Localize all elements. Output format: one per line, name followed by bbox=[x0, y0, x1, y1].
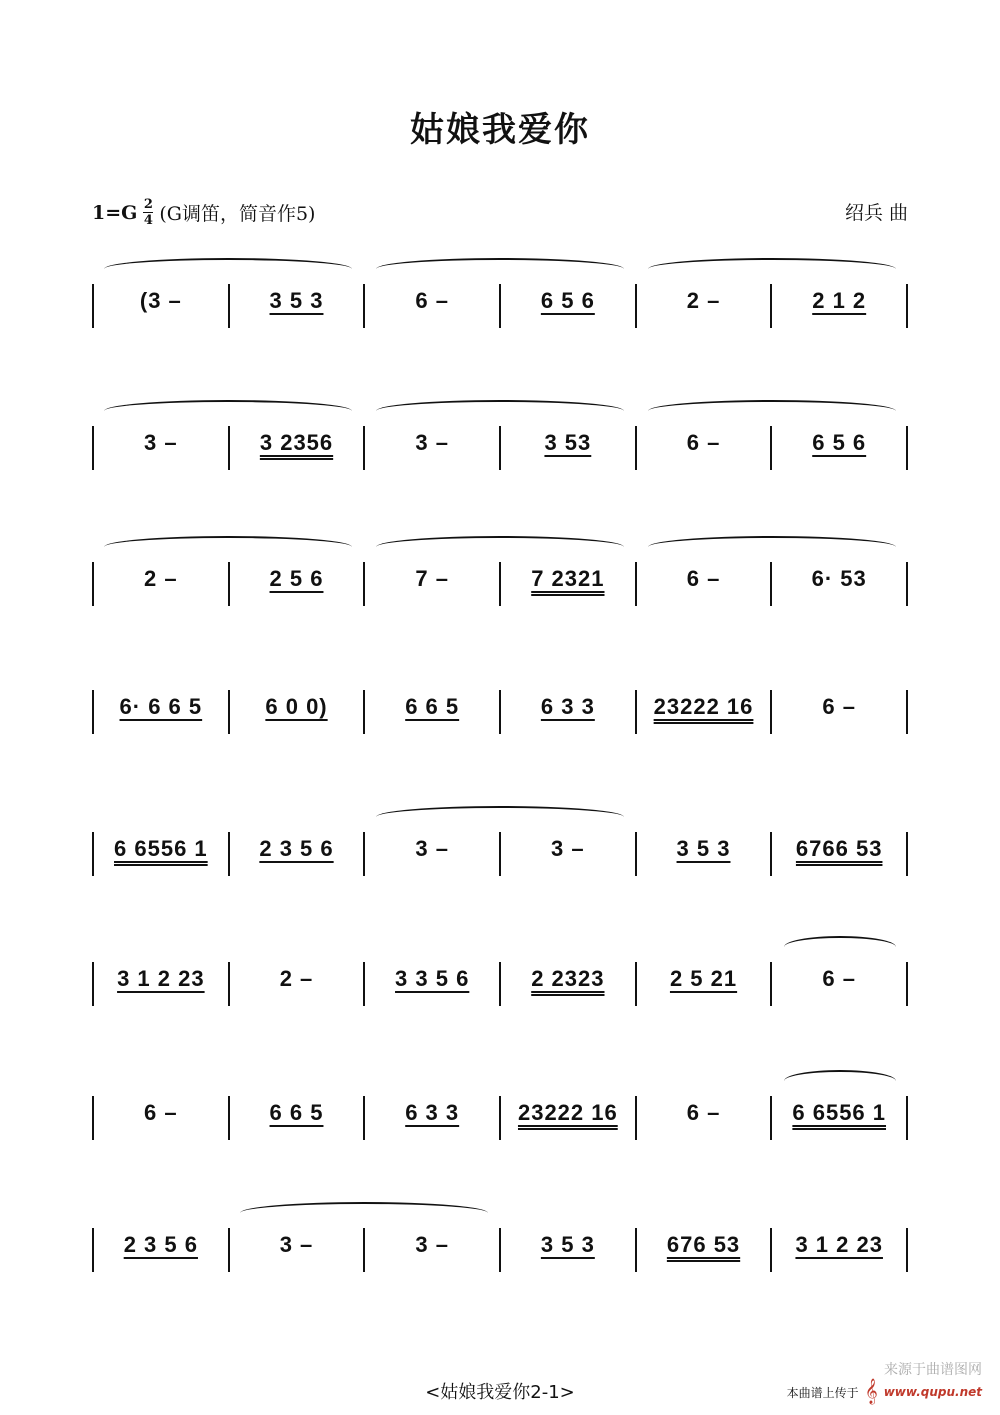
time-signature-bottom: 4 bbox=[143, 213, 153, 228]
page-footer: <姑娘我爱你2-1> bbox=[425, 1382, 575, 1403]
measure-notes: 6 5 6 bbox=[812, 430, 867, 455]
treble-clef-icon: 𝄞 bbox=[864, 1379, 878, 1404]
measure-notes: 6 – bbox=[686, 430, 721, 455]
measure bbox=[365, 690, 501, 734]
slur-arc bbox=[376, 806, 624, 828]
watermark-upload-label: 本曲谱上传于 bbox=[786, 1385, 859, 1400]
measure bbox=[365, 1096, 501, 1140]
measure-notes: 3 – bbox=[415, 836, 449, 861]
measure-notes: 6 – bbox=[144, 1100, 178, 1125]
measure bbox=[230, 690, 366, 734]
measure-notes: 6 5 6 bbox=[540, 288, 595, 313]
measure-notes: 23222 16 bbox=[653, 694, 754, 719]
measure bbox=[230, 562, 366, 606]
measure bbox=[501, 426, 637, 470]
measure-notes: 3 – bbox=[551, 836, 585, 861]
measure-row bbox=[92, 962, 908, 1006]
composer-credit: 绍兵 曲 bbox=[844, 202, 908, 224]
measure-notes: 3 3 5 6 bbox=[395, 966, 470, 991]
measure-notes: 6766 53 bbox=[795, 836, 883, 861]
measure-row bbox=[92, 1228, 908, 1272]
measure bbox=[637, 1228, 773, 1272]
measure-notes: 2 5 21 bbox=[669, 966, 738, 991]
measure-notes: 3 – bbox=[279, 1232, 314, 1257]
key-signature: 1=G bbox=[92, 201, 138, 224]
slur-arc bbox=[104, 536, 352, 558]
measure bbox=[230, 284, 366, 328]
measure bbox=[637, 426, 773, 470]
measure bbox=[637, 962, 773, 1006]
time-signature bbox=[143, 198, 153, 227]
score-line bbox=[92, 258, 908, 338]
time-signature-top: 2 bbox=[143, 197, 153, 212]
measure-notes: 2 5 6 bbox=[269, 566, 324, 591]
slur-arc bbox=[240, 1202, 488, 1224]
watermark-upload bbox=[787, 1381, 982, 1403]
measure bbox=[772, 690, 908, 734]
measure-notes: 3 2356 bbox=[259, 430, 334, 455]
measure-notes: 6 – bbox=[822, 966, 856, 991]
measure-notes: 2 3 5 6 bbox=[259, 836, 334, 861]
measure bbox=[772, 426, 908, 470]
measure bbox=[501, 962, 637, 1006]
slur-arc bbox=[376, 258, 624, 280]
measure-row bbox=[92, 832, 908, 876]
page-title: 姑娘我爱你 bbox=[410, 110, 590, 150]
measure-notes: 3 5 3 bbox=[676, 836, 731, 861]
measure-row bbox=[92, 562, 908, 606]
measure-notes: (3 – bbox=[139, 288, 182, 313]
measure bbox=[365, 1228, 501, 1272]
measure-notes: 6 6556 1 bbox=[792, 1100, 887, 1125]
measure bbox=[772, 1228, 908, 1272]
watermark-source: 来源于曲谱图网 bbox=[884, 1362, 982, 1378]
measure bbox=[92, 562, 230, 606]
measure bbox=[92, 962, 230, 1006]
measure-row bbox=[92, 1096, 908, 1140]
measure-notes: 6 3 3 bbox=[405, 1100, 460, 1125]
measure bbox=[637, 284, 773, 328]
measure-notes: 6 – bbox=[686, 566, 721, 591]
slur-arc bbox=[376, 536, 624, 558]
score-line bbox=[92, 1202, 908, 1282]
measure-notes: 2 – bbox=[686, 288, 721, 313]
measure-notes: 3 5 3 bbox=[540, 1232, 595, 1257]
measure-row bbox=[92, 690, 908, 734]
measure bbox=[772, 562, 908, 606]
measure bbox=[92, 426, 230, 470]
measure-notes: 6· 6 6 5 bbox=[119, 694, 203, 719]
measure-notes: 3 – bbox=[415, 430, 449, 455]
score-line bbox=[92, 1070, 908, 1150]
measure bbox=[230, 962, 366, 1006]
measure bbox=[772, 284, 908, 328]
measure-notes: 3 – bbox=[144, 430, 178, 455]
measure-notes: 2 – bbox=[144, 566, 178, 591]
measure-notes: 7 2321 bbox=[531, 566, 605, 591]
slur-arc bbox=[648, 258, 896, 280]
score-line bbox=[92, 400, 908, 480]
measure-notes: 6 6 5 bbox=[405, 694, 460, 719]
measure-notes: 2 2323 bbox=[531, 966, 605, 991]
measure-notes: 2 1 2 bbox=[812, 288, 867, 313]
measure bbox=[92, 1228, 230, 1272]
measure-notes: 23222 16 bbox=[517, 1100, 618, 1125]
measure-notes: 3 1 2 23 bbox=[117, 966, 205, 991]
measure-notes: 6· 53 bbox=[811, 566, 867, 591]
measure bbox=[772, 962, 908, 1006]
measure bbox=[772, 1096, 908, 1140]
measure bbox=[637, 690, 773, 734]
measure-notes: 3 – bbox=[415, 1232, 449, 1257]
measure-row bbox=[92, 426, 908, 470]
measure-notes: 3 53 bbox=[544, 430, 592, 455]
measure bbox=[365, 284, 501, 328]
slur-arc bbox=[376, 400, 624, 422]
measure-notes: 7 – bbox=[415, 566, 449, 591]
measure bbox=[637, 1096, 773, 1140]
measure bbox=[365, 962, 501, 1006]
measure bbox=[501, 284, 637, 328]
slur-arc bbox=[648, 400, 896, 422]
measure bbox=[501, 562, 637, 606]
measure-notes: 6 6556 1 bbox=[114, 836, 208, 861]
score-line bbox=[92, 936, 908, 1016]
measure bbox=[92, 690, 230, 734]
measure-notes: 6 – bbox=[415, 288, 449, 313]
measure bbox=[501, 1228, 637, 1272]
measure bbox=[365, 832, 501, 876]
measure-notes: 6 – bbox=[822, 694, 856, 719]
measure-notes: 2 3 5 6 bbox=[123, 1232, 198, 1257]
watermark bbox=[787, 1359, 982, 1403]
measure bbox=[365, 562, 501, 606]
measure-notes: 6 – bbox=[686, 1100, 721, 1125]
slur-arc bbox=[104, 400, 352, 422]
slur-arc bbox=[784, 936, 896, 958]
measure bbox=[501, 832, 637, 876]
measure bbox=[501, 690, 637, 734]
key-note: (G调笛，简音作5) bbox=[159, 203, 316, 225]
measure-notes: 2 – bbox=[279, 966, 314, 991]
measure bbox=[92, 284, 230, 328]
measure bbox=[92, 832, 230, 876]
slur-arc bbox=[648, 536, 896, 558]
key-signature-line bbox=[92, 198, 315, 227]
measure-notes: 3 1 2 23 bbox=[795, 1232, 883, 1257]
slur-arc bbox=[784, 1070, 896, 1092]
measure-notes: 6 0 0) bbox=[265, 694, 328, 719]
measure bbox=[501, 1096, 637, 1140]
measure-notes: 6 3 3 bbox=[540, 694, 595, 719]
watermark-url: www.qupu.net bbox=[883, 1385, 982, 1399]
measure-notes: 6 6 5 bbox=[269, 1100, 324, 1125]
measure bbox=[230, 832, 366, 876]
measure bbox=[92, 1096, 230, 1140]
measure bbox=[230, 1228, 366, 1272]
measure-notes: 3 5 3 bbox=[269, 288, 324, 313]
measure-row bbox=[92, 284, 908, 328]
measure bbox=[637, 832, 773, 876]
score-line bbox=[92, 806, 908, 886]
measure bbox=[365, 426, 501, 470]
measure bbox=[772, 832, 908, 876]
slur-arc bbox=[104, 258, 352, 280]
score-line bbox=[92, 536, 908, 616]
score-line bbox=[92, 664, 908, 744]
measure-notes: 676 53 bbox=[666, 1232, 741, 1257]
measure bbox=[230, 426, 366, 470]
measure bbox=[230, 1096, 366, 1140]
measure bbox=[637, 562, 773, 606]
